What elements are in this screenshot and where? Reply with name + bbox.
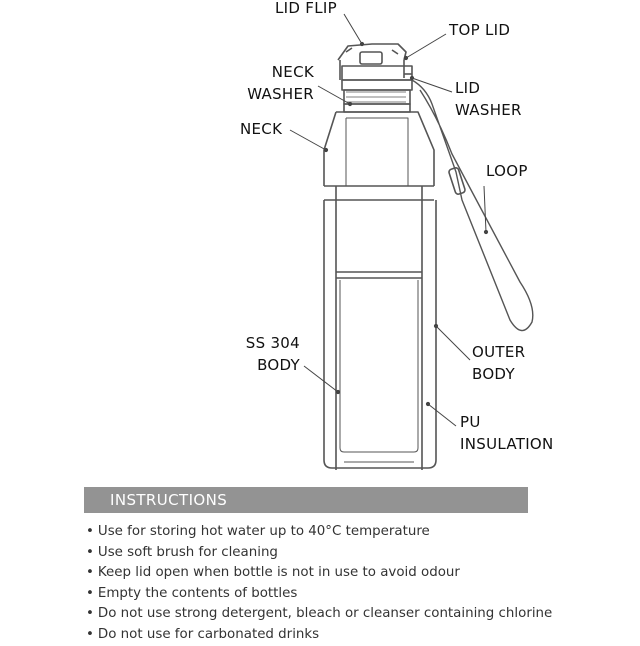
leader-lines bbox=[290, 14, 488, 426]
label-neck: NECK bbox=[240, 120, 283, 138]
lid-washer-part bbox=[342, 80, 412, 90]
instruction-item: • Do not use for carbonated drinks bbox=[86, 625, 552, 646]
instruction-item: • Keep lid open when bottle is not in use to avoid odour bbox=[86, 563, 552, 584]
instruction-item: • Empty the contents of bottles bbox=[86, 584, 552, 605]
leader-lid-washer bbox=[412, 78, 452, 92]
label-neck-washer: NECK WASHER bbox=[247, 63, 314, 103]
label-top-lid: TOP LID bbox=[449, 21, 511, 39]
label-lid-flip: LID FLIP bbox=[275, 0, 337, 17]
instructions-list bbox=[86, 522, 552, 646]
leader-ss-body bbox=[304, 366, 338, 392]
leader-lid-flip bbox=[344, 14, 362, 44]
leader-loop bbox=[484, 186, 486, 232]
instructions-title: INSTRUCTIONS bbox=[110, 491, 228, 509]
leader-outer-body bbox=[436, 326, 470, 360]
instruction-item: • Use soft brush for cleaning bbox=[86, 543, 552, 564]
instruction-item: • Do not use strong detergent, bleach or cleanser containing chlorine bbox=[86, 604, 552, 625]
instruction-item: • Use for storing hot water up to 40°C temperature bbox=[86, 522, 552, 543]
label-lid-washer: LID WASHER bbox=[455, 79, 522, 119]
leader-neck-washer bbox=[318, 86, 350, 104]
label-outer-body: OUTER BODY bbox=[472, 343, 526, 383]
leader-neck bbox=[290, 130, 326, 150]
label-loop: LOOP bbox=[486, 162, 528, 180]
leader-pu-insulation bbox=[428, 404, 456, 426]
top-lid-part bbox=[342, 66, 412, 80]
label-ss-304-body: SS 304 BODY bbox=[245, 334, 300, 374]
label-pu-insulation: PU INSULATION bbox=[460, 413, 554, 453]
leader-top-lid bbox=[406, 34, 446, 58]
neck-part bbox=[324, 112, 434, 186]
ss-body-part bbox=[340, 280, 418, 452]
outer-body-part bbox=[324, 200, 436, 468]
instructions-header-bar bbox=[84, 487, 528, 513]
